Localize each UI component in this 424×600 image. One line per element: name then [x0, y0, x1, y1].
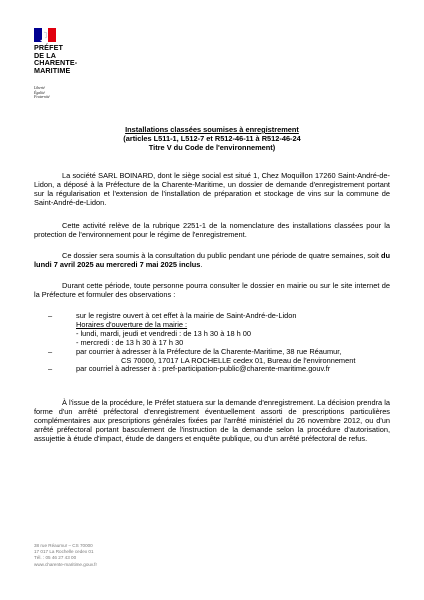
- mail-address-line: CS 70000, 17017 LA ROCHELLE cedex 01, Bureau de l'environnement: [121, 355, 356, 365]
- motto-line: Liberté: [34, 86, 45, 90]
- title-line-2: (articles L511-1, L512-7 et R512-46-11 à R512-46-24: [123, 134, 301, 143]
- list-item: [48, 312, 388, 348]
- mail-address-line: par courrier à adresser à la Préfecture de la Charente-Maritime, 38 rue Réaumur,: [76, 346, 342, 356]
- paragraph-consultation: [34, 252, 390, 270]
- list-item: [48, 365, 388, 374]
- list-item: [48, 348, 388, 366]
- prefet-line: DE LA: [34, 50, 57, 60]
- republic-motto: [34, 86, 94, 100]
- hours-title: Horaires d'ouverture de la mairie :: [76, 319, 188, 329]
- footer-address: [34, 543, 234, 568]
- email-text: par courriel à adresser à : pref-participation-public@charente-maritime.gouv.fr: [76, 364, 331, 374]
- notice-title: [60, 125, 364, 152]
- paragraph-activity: Cette activité relève de la rubrique 2251-1 de la nomenclature des installations classées pour la protection de l'environnement pour le régime de l'enregistrement.: [34, 221, 390, 239]
- prefet-line: CHARENTE-: [34, 58, 78, 68]
- consultation-end: .: [200, 259, 203, 269]
- hours-line: - lundi, mardi, jeudi et vendredi : de 13 h 30 à 18 h 00: [76, 328, 252, 338]
- footer-line: 17 017 La Rochelle cedex 01: [34, 549, 94, 555]
- footer-line: Tél. : 05 46 27 43 00: [34, 555, 77, 561]
- consultation-dates: du lundi 7 avril 2025 au mercredi 7 mai 2025 inclus: [34, 251, 390, 269]
- motto-line: Égalité: [34, 90, 45, 95]
- prefet-line: PRÉFET: [34, 43, 63, 52]
- title-line-1: Installations classées soumises à enregistrement: [125, 125, 299, 134]
- hours-line: - mercredi : de 13 h 30 à 17 h 30: [76, 337, 184, 347]
- consultation-text: Ce dossier sera soumis à la consultation du public pendant une période de quatre semaines, soit: [62, 251, 381, 260]
- paragraph-company: La société SARL BOINARD, dont le siège social est situé 1, Chez Moquillon 17260 Saint-André-de-Lidon, a déposé à la Préfecture de la Charente-Maritime, un dossier de demande d'enregistrement portant sur la régularisation et l'extension de l'installation de préparation et stockage de vins sur la commune de Saint-André-de-Lidon.: [34, 171, 390, 207]
- prefet-line: MARITIME: [34, 65, 71, 75]
- footer-line: 38 rue Réaumur – CS 70000: [34, 543, 93, 548]
- marianne-icon: [34, 28, 56, 42]
- consultation-methods-list: [48, 312, 388, 374]
- paragraph-decision: À l'issue de la procédure, le Préfet statuera sur la demande d'enregistrement. La décision prendra la forme d'un arrêté préfectoral d'enregistrement éventuellement assorti de prescriptions particulières complémentaires aux prescriptions générales fixées par l'arrêté ministériel du 26 novembre 2012, ou d'un arrêté préfectoral portant basculement de l'instruction de la demande selon la procédure d'autorisation, assujettie à étude d'impact, étude de dangers et enquête publique, ou d'un arrêté préfectoral de refus.: [34, 398, 390, 443]
- prefet-wordmark: [34, 44, 106, 74]
- dash-bullet: –: [48, 364, 53, 374]
- motto-line: Fraternité: [34, 95, 50, 100]
- dash-bullet: –: [48, 311, 53, 320]
- title-line-3: Titre V du Code de l'environnement): [148, 143, 276, 152]
- dash-bullet: –: [48, 346, 53, 356]
- footer-website-link[interactable]: www.charente-maritime.gouv.fr: [34, 561, 97, 567]
- paragraph-observations: Durant cette période, toute personne pourra consulter le dossier en mairie ou sur le site internet de la Préfecture et formuler des observations :: [34, 281, 390, 299]
- registry-text: sur le registre ouvert à cet effet à la mairie de Saint-André-de-Lidon: [76, 311, 297, 320]
